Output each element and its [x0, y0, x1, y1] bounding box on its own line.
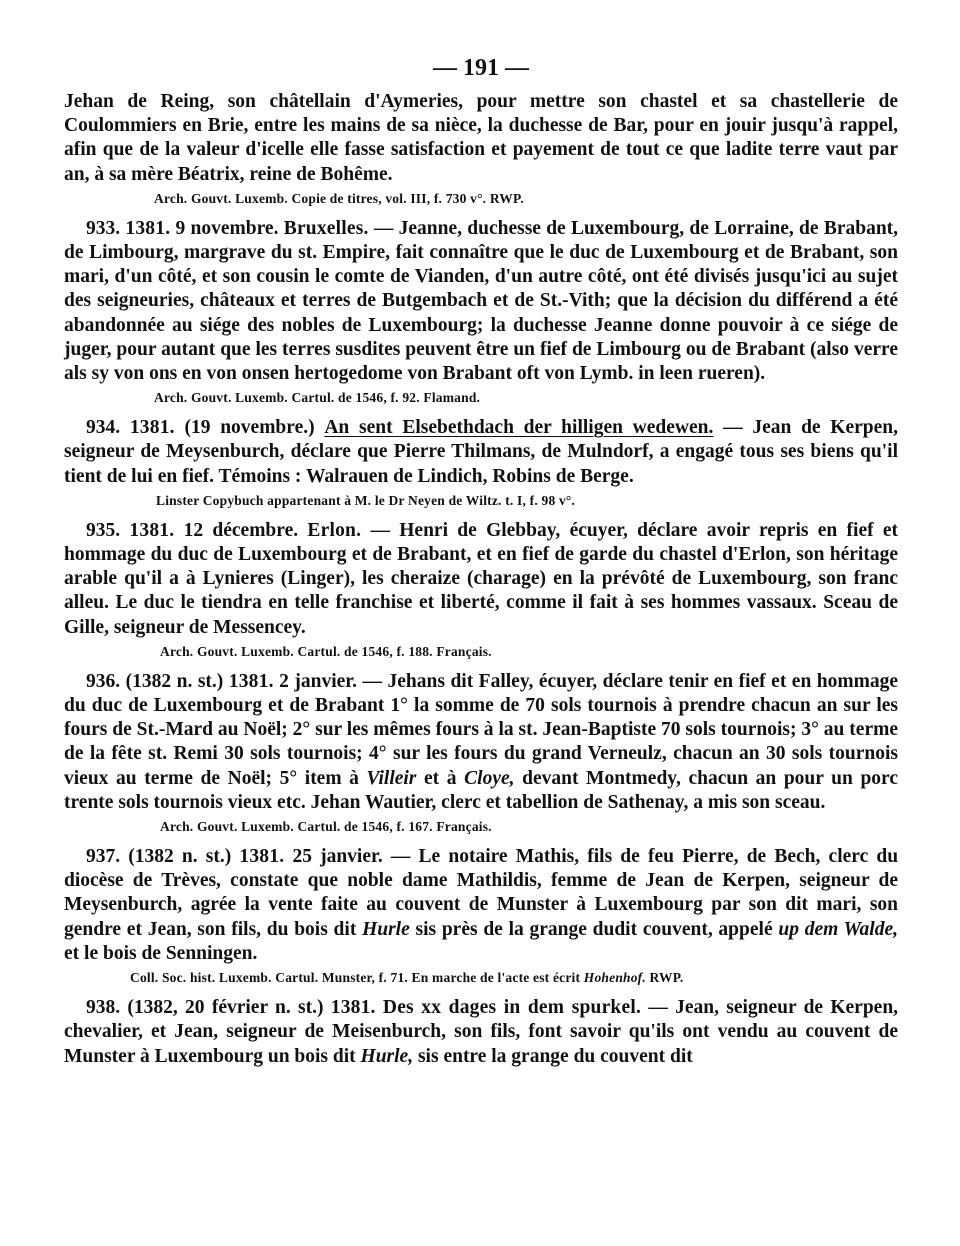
- entry-year: 1381.: [330, 997, 376, 1019]
- entry-number: 933.: [86, 217, 121, 239]
- entry-text-c: devant Montmedy, chacun an pour un porc trente sols tournois vieux etc. Jehan Wautier, clerc et tabellion de Sathenay, a mis son sceau.: [64, 767, 899, 813]
- intro-paragraph: [64, 90, 898, 187]
- entry-date: (19 novembre.): [184, 417, 315, 439]
- entry-italic-2: up dem Walde,: [778, 918, 899, 940]
- entry-prefix: (1382 n. st.): [125, 670, 224, 692]
- entry-place: Bruxelles.: [283, 217, 369, 239]
- entry-936: [64, 670, 898, 815]
- page-number: — 191 —: [433, 55, 529, 81]
- entry-number: 935.: [86, 519, 121, 541]
- source-text-a: Coll. Soc. hist. Luxemb. Cartul. Munster, f. 71. En marche de l'acte est écrit: [130, 970, 581, 986]
- source-italic: Hohenhof.: [583, 970, 646, 986]
- entry-year: 1381.: [129, 519, 175, 541]
- entry-text-b: sis près de la grange dudit couvent, appelé: [415, 918, 773, 940]
- entry-number: 937.: [86, 846, 121, 868]
- entry-italic-1: Hurle: [362, 918, 410, 940]
- entry-text-c: et le bois de Senningen.: [64, 942, 258, 964]
- entry-934-source: Linster Copybuch appartenant à M. le Dr Neyen de Wiltz. t. I, f. 98 v°.: [156, 492, 576, 508]
- entry-number: 938.: [86, 997, 121, 1019]
- entry-number: 936.: [86, 670, 121, 692]
- entry-text-a: — Jehans dit Falley, écuyer, déclare tenir en fief et en hommage du duc de Luxembourg et de Brabant 1° la somme de 70 sols tournois à prendre chacun an sur les fours de St.-Mard au Noël; 2° sur les mêmes fours à la st. Jean-Baptiste 70 sols tournois; 3° au terme de la fête st. Remi 30 sols tournois; 4° sur les fours du grand Verneulz, chacun an 30 sols tournois vieux au terme de Noël; 5° item à: [64, 670, 899, 789]
- entry-prefix: (1382, 20 février n. st.): [127, 997, 324, 1019]
- entry-text-a: — Le notaire Mathis, fils de feu Pierre, de Bech, clerc du diocèse de Trèves, constate que noble dame Mathildis, femme de Jean de Kerpen, seigneur de Meysenburch, agrée la vente faite au couvent de Munster à Luxembourg par son dit mari, son gendre et Jean, son fils, du bois dit: [64, 846, 899, 940]
- entry-year: 1381.: [125, 217, 171, 239]
- entry-title: An sent Elsebethdach der hilligen wedewen.: [324, 417, 714, 439]
- entry-text: — Jeanne, duchesse de Luxembourg, de Lorraine, de Brabant, de Limbourg, margrave du st. Empire, fait connaître que le duc de Luxembourg et de Brabant, son mari, d'un côté, et son cousin le comte de Vianden, d'un autre côté, ont été divisés jusqu'ici au sujet des seigneuries, châteaux et terres de Butgembach et de St.-Vith; que la décision du différend a été abandonnée au siége des nobles de Luxembourg; la duchesse Jeanne donne pouvoir à ce siége de juger, pour autant que les terres susdites peuvent être un fief de Limbourg ou de Brabant (also verre als sy von ons en von onsen hertogedome von Brabant oft von Lymb. in leen rueren).: [64, 217, 899, 385]
- entry-date: 2 janvier.: [279, 670, 358, 692]
- intro-source: Arch. Gouvt. Luxemb. Copie de titres, vol. III, f. 730 v°. RWP.: [154, 190, 524, 206]
- entry-933-source: Arch. Gouvt. Luxemb. Cartul. de 1546, f. 92. Flamand.: [154, 390, 481, 406]
- entry-year: 1381.: [239, 846, 285, 868]
- entry-text: — Henri de Glebbay, écuyer, déclare avoir repris en fief et hommage du duc de Luxembourg et de Brabant, et en fief de garde du chastel d'Erlon, son héritage arable qu'il a à Lynieres (Linger), les cheraize (charage) en la prévôté de Luxembourg, son franc alleu. Le duc le tiendra en telle franchise et liberté, comme il fait à ses hommes vassaux. Sceau de Gille, seigneur de Messencey.: [64, 519, 899, 638]
- entry-text-b: et à: [424, 767, 457, 789]
- entry-text-b: sis entre la grange du couvent dit: [417, 1045, 693, 1067]
- entry-936-source: Arch. Gouvt. Luxemb. Cartul. de 1546, f. 167. Français.: [160, 819, 492, 835]
- entry-italic-2: Cloye,: [464, 767, 515, 789]
- entry-prefix: (1382 n. st.): [128, 846, 232, 868]
- entry-text-a: — Jean, seigneur de Kerpen, chevalier, et Jean, seigneur de Meisenburch, son fils, font savoir qu'ils ont vendu au couvent de Munster à Luxembourg un bois dit: [64, 997, 899, 1067]
- intro-text: Jehan de Reing, son châtellain d'Aymeries, pour mettre son chastel et sa chastellerie de Coulommiers en Brie, entre les mains de sa nièce, la duchesse de Bar, pour en jouir jusqu'à rappel, afin que de la valeur d'icelle elle fasse satisfaction et payement de tout ce que ladite terre vaut par an, à sa mère Béatrix, reine de Bohême.: [64, 91, 898, 185]
- entry-934: [64, 416, 898, 489]
- entry-933: [64, 217, 898, 386]
- entry-date: 12 décembre.: [183, 519, 299, 541]
- entry-year: 1381.: [228, 670, 274, 692]
- entry-text: — Jean de Kerpen, seigneur de Meysenburch, déclare que Pierre Thilmans, de Mulndorf, a engagé tous ses biens qu'il tient de lui en fief. Témoins : Walrauen de Lindich, Robins de Berge.: [64, 417, 898, 487]
- entry-937: [64, 845, 898, 966]
- entry-year: 1381.: [129, 417, 175, 439]
- entry-place: Erlon.: [307, 519, 362, 541]
- entry-italic-1: Villeir: [366, 767, 417, 789]
- entry-date: 9 novembre.: [175, 217, 279, 239]
- entry-935-source: Arch. Gouvt. Luxemb. Cartul. de 1546, f. 188. Français.: [160, 643, 492, 659]
- entry-date: 25 janvier.: [292, 846, 383, 868]
- entry-935: [64, 519, 898, 640]
- entry-title: Des xx dages in dem spurkel.: [382, 997, 642, 1019]
- entry-number: 934.: [86, 417, 121, 439]
- entry-938: [64, 996, 898, 1069]
- source-text-b: RWP.: [649, 970, 684, 986]
- entry-italic-1: Hurle,: [360, 1045, 414, 1067]
- entry-937-source: [130, 968, 898, 988]
